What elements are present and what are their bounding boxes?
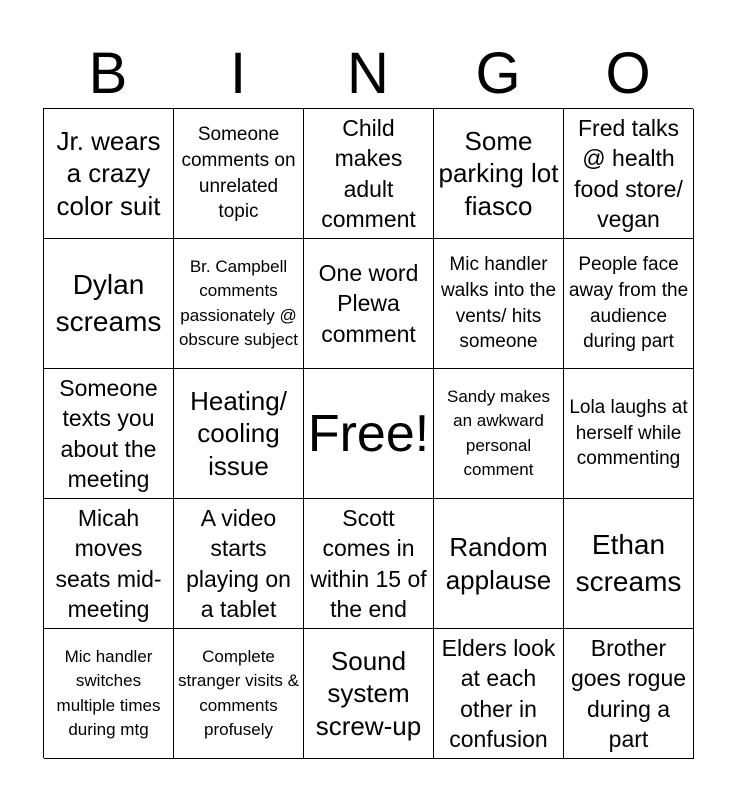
header-letter-g: G (475, 41, 521, 106)
bingo-cell[interactable]: Random applause (434, 499, 564, 629)
free-space-cell[interactable]: Free! (304, 369, 434, 499)
bingo-grid (43, 108, 693, 758)
bingo-cell[interactable]: People face away from the audience during part (564, 239, 694, 369)
bingo-cell[interactable]: One word Plewa comment (304, 239, 434, 369)
bingo-cell[interactable]: Jr. wears a crazy color suit (44, 109, 174, 239)
bingo-cell[interactable]: Br. Campbell comments passionately @ obscure subject (174, 239, 304, 369)
bingo-cell[interactable]: Elders look at each other in confusion (434, 629, 564, 759)
bingo-cell[interactable]: Child makes adult comment (304, 109, 434, 239)
bingo-cell[interactable]: Complete stranger visits & comments profusely (174, 629, 304, 759)
bingo-cell[interactable]: Mic handler switches multiple times during mtg (44, 629, 174, 759)
bingo-cell[interactable]: Heating/ cooling issue (174, 369, 304, 499)
bingo-cell[interactable]: Someone comments on unrelated topic (174, 109, 304, 239)
bingo-cell[interactable]: Mic handler walks into the vents/ hits someone (434, 239, 564, 369)
bingo-header (43, 40, 693, 108)
bingo-cell[interactable]: Lola laughs at herself while commenting (564, 369, 694, 499)
header-letter-n: N (347, 41, 389, 106)
bingo-cell[interactable]: Fred talks @ health food store/ vegan (564, 109, 694, 239)
header-letter-b: B (88, 41, 128, 106)
bingo-cell[interactable]: Sound system screw-up (304, 629, 434, 759)
bingo-cell[interactable]: Someone texts you about the meeting (44, 369, 174, 499)
bingo-cell[interactable]: Brother goes rogue during a part (564, 629, 694, 759)
bingo-cell[interactable]: Scott comes in within 15 of the end (304, 499, 434, 629)
bingo-cell[interactable]: Dylan screams (44, 239, 174, 369)
header-letter-o: O (605, 41, 651, 106)
bingo-cell[interactable]: Some parking lot fiasco (434, 109, 564, 239)
bingo-cell[interactable]: A video starts playing on a tablet (174, 499, 304, 629)
header-letter-i: I (229, 41, 247, 106)
bingo-cell[interactable]: Ethan screams (564, 499, 694, 629)
bingo-cell[interactable]: Sandy makes an awkward personal comment (434, 369, 564, 499)
bingo-cell[interactable]: Micah moves seats mid-meeting (44, 499, 174, 629)
